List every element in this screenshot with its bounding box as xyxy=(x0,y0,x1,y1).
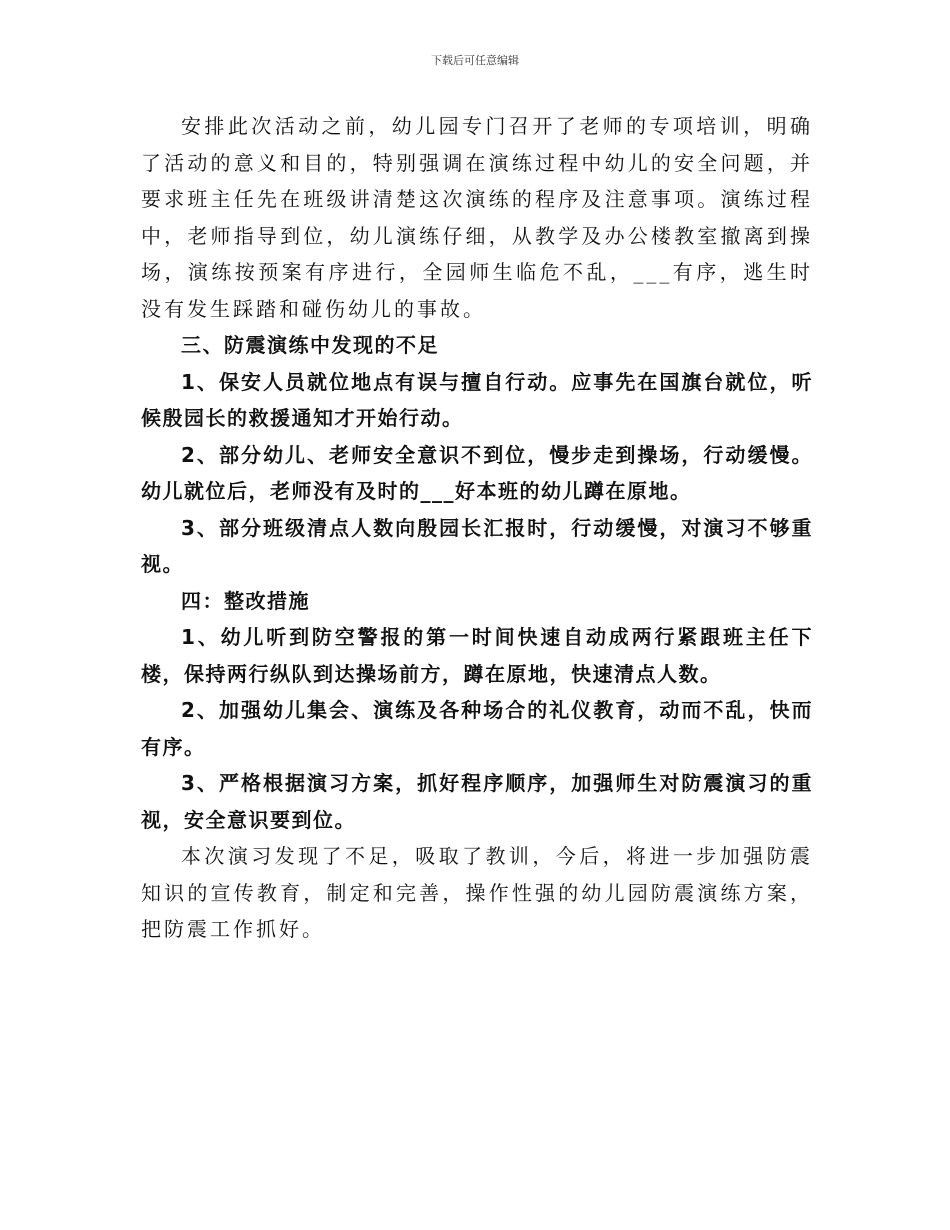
page-header-note: 下载后可任意编辑 xyxy=(431,54,519,67)
heading-text: 三、防震演练中发现的不足 xyxy=(181,333,439,357)
text-segment: 本次演习发现了不足，吸取了教训，今后，将进一步加强防震知识的宣传教育，制定和完善，操作性强的幼儿园防震演练方案，把防震工作抓好。 xyxy=(141,844,813,941)
paragraph-shortcoming-1 xyxy=(141,364,813,437)
text-segment: 2、部分幼儿、老师安全意识不到位，慢步走到操场，行动缓慢。幼儿就位后，老师没有及时的 xyxy=(141,442,813,503)
document-body xyxy=(141,108,813,948)
heading-text: 四：整改措施 xyxy=(181,588,310,613)
paragraph-conclusion xyxy=(141,838,813,948)
paragraph-shortcoming-2 xyxy=(141,437,813,510)
section-heading-shortcomings xyxy=(141,327,813,364)
text-segment: 1、幼儿听到防空警报的第一时间快速自动成两行紧跟班主任下楼，保持两行纵队到达操场前方，蹲在原地，快速清点人数。 xyxy=(141,625,813,686)
text-segment: 好本班的幼儿蹲在原地。 xyxy=(455,479,692,503)
text-segment: 1、保安人员就位地点有误与擅自行动。应事先在国旗台就位，听候殷园长的救援通知才开始行动。 xyxy=(141,369,813,430)
fill-blank: ___ xyxy=(633,260,673,284)
section-heading-measures xyxy=(141,583,813,620)
text-segment: 有序，逃生时没有发生踩踏和碰伤幼儿的事故。 xyxy=(141,260,814,321)
paragraph-measure-1 xyxy=(141,619,813,692)
paragraph-measure-3 xyxy=(141,765,813,838)
text-segment: 2、加强幼儿集会、演练及各种场合的礼仪教育，动而不乱，快而有序。 xyxy=(141,698,813,759)
text-segment: 3、部分班级清点人数向殷园长汇报时，行动缓慢，对演习不够重视。 xyxy=(141,515,813,576)
fill-blank: ___ xyxy=(420,479,455,503)
text-segment: 安排此次活动之前，幼儿园专门召开了老师的专项培训，明确了活动的意义和目的，特别强调在演练过程中幼儿的安全问题，并要求班主任先在班级讲清楚这次演练的程序及注意事项。演练过程中，老师指导到位，幼儿演练仔细，从教学及办公楼教室撤离到操场，演练按预案有序进行，全园师生临危不乱， xyxy=(141,114,813,284)
paragraph-measure-2 xyxy=(141,692,813,765)
paragraph-shortcoming-3 xyxy=(141,510,813,583)
paragraph-drill-summary xyxy=(141,108,813,327)
text-segment: 3、严格根据演习方案，抓好程序顺序，加强师生对防震演习的重视，安全意识要到位。 xyxy=(141,771,813,832)
